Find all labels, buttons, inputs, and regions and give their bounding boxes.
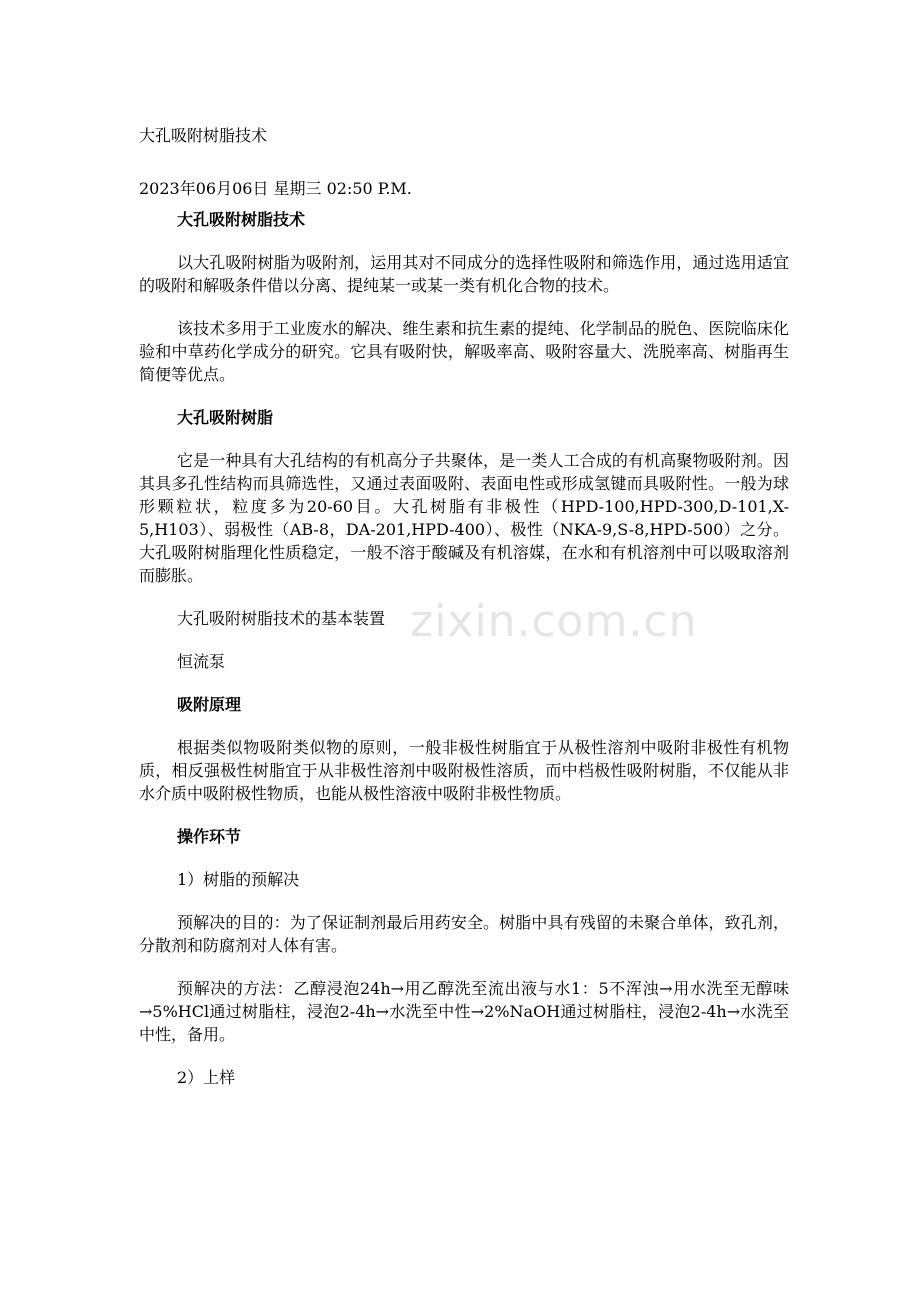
header-datetime: 2023年06月06日 星期三 02:50 P.M. [139, 179, 412, 198]
section-heading-resin: 大孔吸附树脂 [177, 408, 274, 427]
paragraph-pump: 恒流泵 [177, 652, 226, 671]
paragraph-step-1: 1）树脂的预解决 [177, 870, 300, 889]
paragraph-principle: 根据类似物吸附类似物的原则，一般非极性树脂宜于从极性溶剂中吸附非极性有机物质，相反强极性树脂宜于从非极性溶剂中吸附极性溶质，而中档极性吸附树脂，不仅能从非水介质中吸附极性物质，也能从极性溶液中吸附非极性物质。 [139, 738, 789, 803]
section-heading-operation: 操作环节 [177, 827, 242, 846]
paragraph-step-2: 2）上样 [177, 1068, 236, 1087]
document-body [139, 124, 789, 1109]
paragraph-basic-device: 大孔吸附树脂技术的基本装置 [177, 609, 386, 628]
watermark: zixin.com.cn [410, 596, 698, 647]
paragraph-resin-description: 它是一种具有大孔结构的有机高分子共聚体，是一类人工合成的有机高聚物吸附剂。因其具多孔性结构而具筛选性，又通过表面吸附、表面电性或形成氢键而具吸附性。一般为球形颗粒状，粒度多为20-60目。大孔树脂有非极性（HPD-100,HPD-300,D-101,X-5,H103）、弱极性（AB-8，DA-201,HPD-400）、极性（NKA-9,S-8,HPD-500）之分。大孔吸附树脂理化性质稳定，一般不溶于酸碱及有机溶媒，在水和有机溶剂中可以吸取溶剂而膨胀。 [139, 451, 789, 585]
section-heading-technology: 大孔吸附树脂技术 [177, 210, 306, 229]
paragraph-pretreatment-method: 预解决的方法：乙醇浸泡24h→用乙醇洗至流出液与水1：5不浑浊→用水洗至无醇味→5%HCl通过树脂柱，浸泡2-4h→水洗至中性→2%NaOH通过树脂柱，浸泡2-4h→水洗至中性，备用。 [139, 979, 789, 1044]
paragraph-pretreatment-purpose: 预解决的目的：为了保证制剂最后用药安全。树脂中具有残留的未聚合单体，致孔剂，分散剂和防腐剂对人体有害。 [139, 913, 789, 955]
section-heading-principle: 吸附原理 [177, 695, 242, 714]
paragraph-definition: 以大孔吸附树脂为吸附剂，运用其对不同成分的选择性吸附和筛选作用，通过选用适宜的吸附和解吸条件借以分离、提纯某一或某一类有机化合物的技术。 [139, 253, 789, 295]
header-title: 大孔吸附树脂技术 [139, 126, 268, 145]
paragraph-applications: 该技术多用于工业废水的解决、维生素和抗生素的提纯、化学制品的脱色、医院临床化验和中草药化学成分的研究。它具有吸附快，解吸率高、吸附容量大、洗脱率高、树脂再生简便等优点。 [139, 319, 789, 384]
